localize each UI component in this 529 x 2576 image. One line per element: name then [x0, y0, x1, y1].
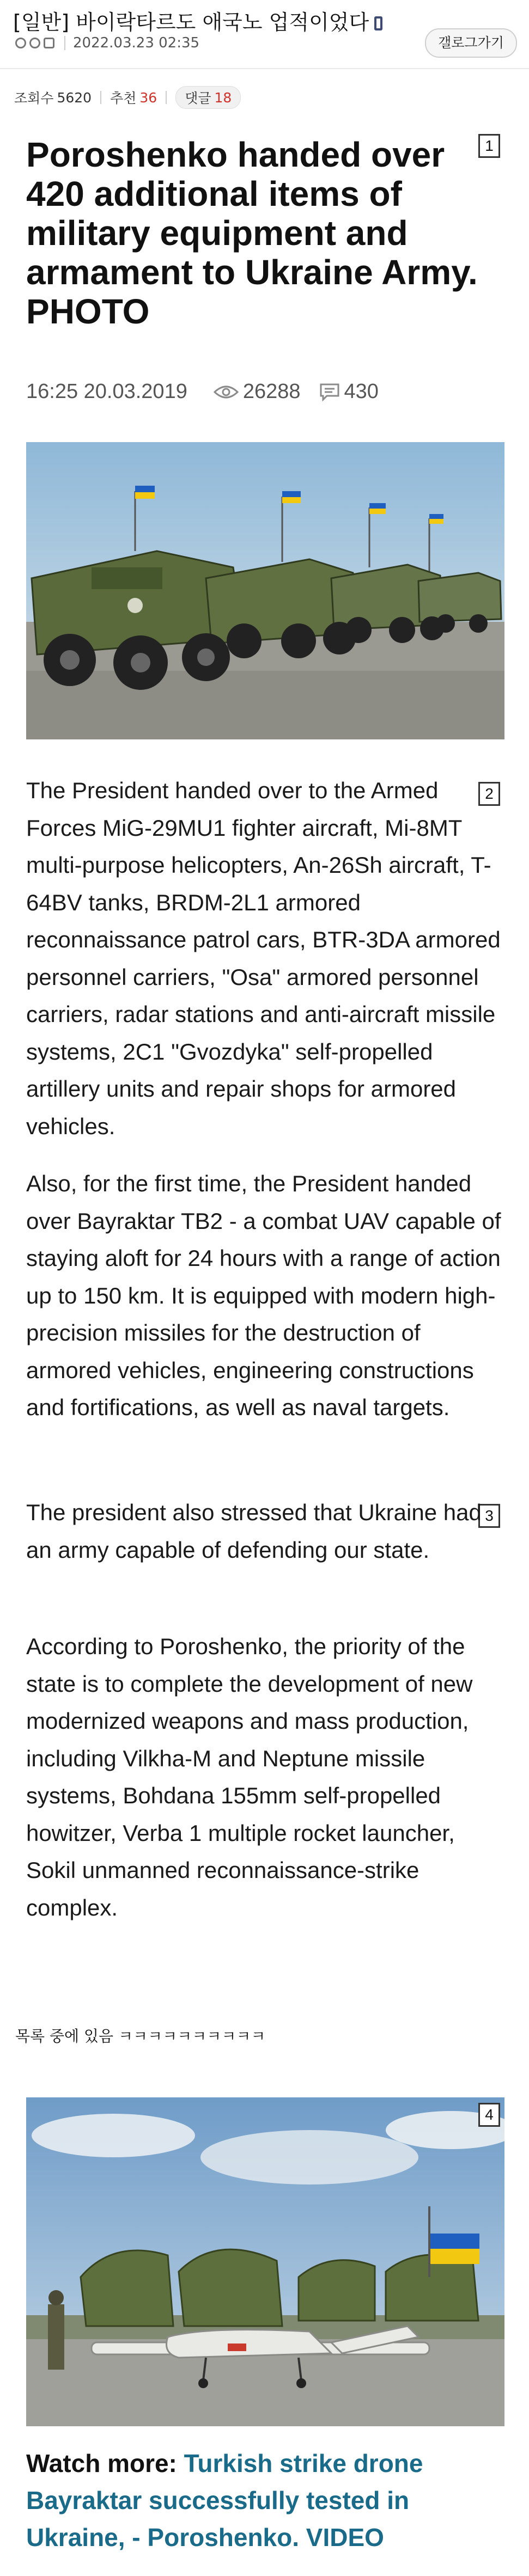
post-datetime: 2022.03.23 02:35: [73, 35, 200, 51]
views-label: 조회수: [14, 90, 54, 106]
article-date: 16:25 20.03.2019: [26, 380, 187, 403]
comments-count: 18: [214, 89, 232, 106]
article-paragraph: Also, for the first time, the President handed over Bayraktar TB2 - a combat UAV capable of staying aloft for 24 hours with a range of action up to 150 km. It is equipped with modern high-precision missiles for the destruction of armored vehicles, engineering constructions and fortifications, as well as naval targets.: [26, 1171, 501, 1420]
image-marker: 2: [478, 782, 500, 806]
eye-icon: [214, 384, 239, 400]
post-meta: [15, 35, 199, 51]
article-title: Poroshenko handed over 420 additional items of military equipment and armament to Ukraine Army. PHOTO: [26, 135, 478, 331]
views-count: 5620: [57, 89, 92, 106]
post-stats: [14, 86, 241, 109]
image-marker: 1: [478, 134, 500, 158]
article-paragraph: The president also stressed that Ukraine had an army capable of defending our state.: [26, 1500, 482, 1563]
article-meta: [26, 380, 379, 403]
article-comment-count: 430: [344, 380, 379, 403]
bayraktar-drone-photo: [26, 2097, 504, 2426]
recommend-label: 추천: [110, 90, 137, 106]
gallog-button[interactable]: 갤로그가기: [425, 28, 517, 58]
armored-vehicles-photo: [26, 442, 504, 739]
square-icon: [44, 38, 54, 48]
stats-divider: [166, 91, 167, 104]
image-marker: 3: [478, 1504, 500, 1528]
watch-more-link[interactable]: Turkish strike drone Bayraktar successfully tested in Ukraine, - Poroshenko. VIDEO: [26, 2449, 423, 2551]
circle-icon: [15, 38, 26, 48]
post-title-text: [일반] 바이락타르도 애국노 업적이었다: [13, 10, 369, 34]
armored-vehicles-illustration: [26, 442, 504, 739]
article-paragraph: According to Poroshenko, the priority of the state is to complete the development of new modernized weapons and mass production, including Vilkha-M and Neptune missile systems, Bohdana 155mm self-propelled howitzer, Verba 1 multiple rocket launcher, Sokil unmanned reconnaissance-strike complex.: [26, 1633, 473, 1920]
article-view-count: 26288: [242, 380, 301, 403]
stats-divider: [100, 91, 101, 104]
watch-more-label: Watch more:: [26, 2449, 177, 2477]
meta-divider: [64, 36, 65, 50]
post-header: [0, 0, 529, 69]
watch-more: [26, 2445, 506, 2556]
post-title: [13, 5, 382, 35]
comment-line: 목록 중에 있음 ㅋㅋㅋㅋㅋㅋㅋㅋㅋㅋ: [15, 2027, 266, 2045]
comments-label: 댓글: [185, 90, 211, 106]
comment-icon: [319, 383, 340, 401]
recommend-count: 36: [139, 89, 157, 106]
comments-button[interactable]: [175, 86, 241, 109]
bayraktar-drone-illustration: [26, 2097, 504, 2426]
image-marker: 4: [478, 2103, 500, 2127]
article-paragraph: The President handed over to the Armed Forces MiG-29MU1 fighter aircraft, Mi-8MT multi-purpose helicopters, An-26Sh aircraft, T-64BV tanks, BRDM-2L1 armored reconnaissance patrol cars, BTR-3DA armored personnel carriers, "Osa" armored personnel carriers, radar stations and anti-aircraft missile systems, 2C1 "Gvozdyka" self-propelled artillery units and repair shops for armored vehicles.: [26, 778, 501, 1139]
phone-icon: [374, 16, 382, 30]
circle-icon: [29, 38, 40, 48]
